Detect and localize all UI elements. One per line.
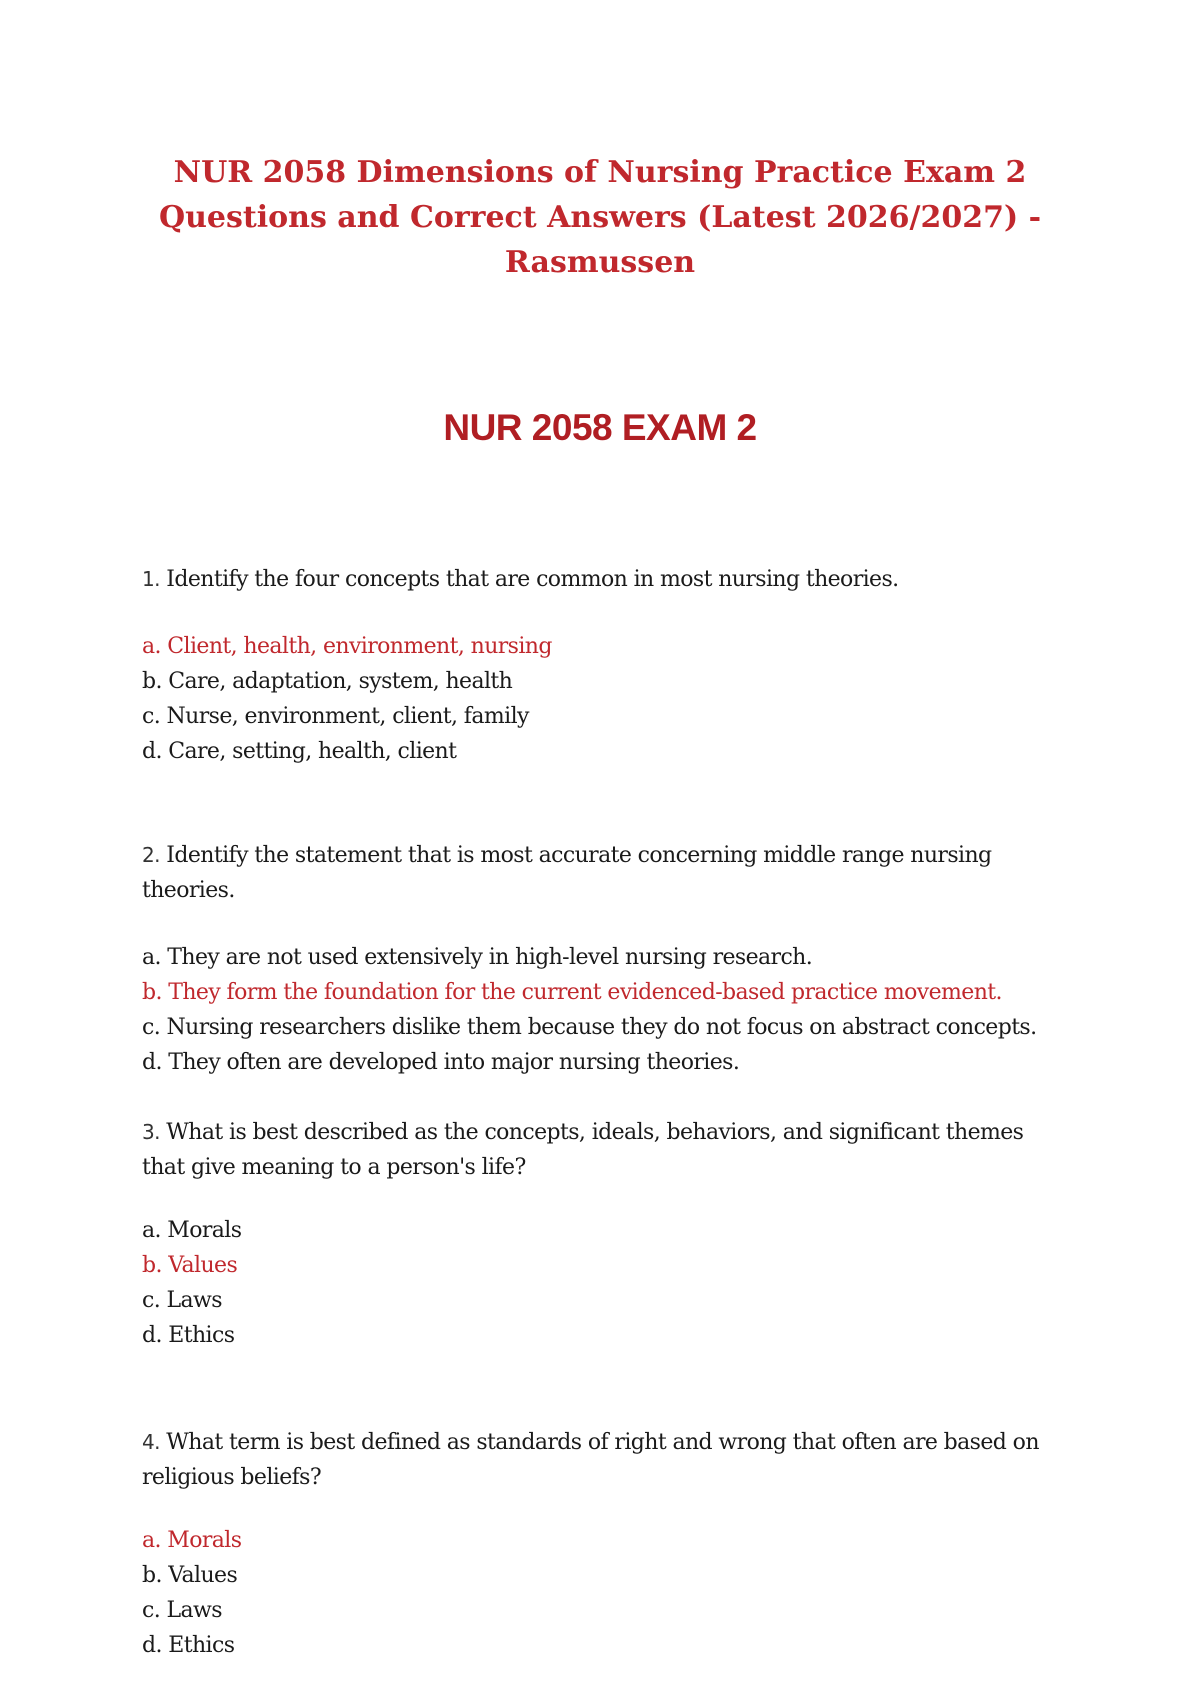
answer-option-b: b. Care, adaptation, system, health [142,669,513,694]
question-text: What is best described as the concepts, ideals, behaviors, and significant themes that give meaning to a person's life? [142,1120,1024,1180]
answer-options [142,629,1072,769]
answer-option-d: d. Care, setting, health, client [142,739,457,764]
answer-option-d: d. Ethics [142,1633,235,1658]
answer-option-a: a. Client, health, environment, nursing [142,634,552,659]
question-number: 1. [142,567,160,591]
answer-option-d: d. Ethics [142,1323,235,1348]
question-number: 2. [142,843,160,867]
answer-option-b: b. Values [142,1253,238,1278]
answer-option-a: a. Morals [142,1218,242,1243]
answer-option-c: c. Nursing researchers dislike them because they do not focus on abstract concepts. [142,1015,1037,1040]
answer-option-d: d. They often are developed into major nursing theories. [142,1050,740,1075]
document-title: NUR 2058 Dimensions of Nursing Practice Exam 2 Questions and Correct Answers (Latest 2026/2027) - Rasmussen [158,155,1042,280]
answer-options [142,940,1072,1080]
answer-option-a: a. Morals [142,1528,242,1553]
answer-option-c: c. Nurse, environment, client, family [142,704,529,729]
question-2 [142,838,1072,1080]
question-text: What term is best defined as standards of right and wrong that often are based on religious beliefs? [142,1430,1039,1490]
question-1 [142,562,1072,769]
answer-option-b: b. Values [142,1563,238,1588]
question-4 [142,1425,1072,1663]
answer-options [142,1523,1072,1663]
answer-options [142,1213,1072,1353]
question-number: 3. [142,1120,160,1144]
answer-option-c: c. Laws [142,1288,222,1313]
question-text: Identify the statement that is most accurate concerning middle range nursing theories. [142,843,992,903]
answer-option-b: b. They form the foundation for the current evidenced-based practice movement. [142,980,1002,1005]
question-3 [142,1115,1072,1353]
question-number: 4. [142,1430,160,1454]
exam-heading: NUR 2058 EXAM 2 [443,407,757,448]
question-text: Identify the four concepts that are common in most nursing theories. [166,567,899,592]
answer-option-a: a. They are not used extensively in high-level nursing research. [142,945,813,970]
answer-option-c: c. Laws [142,1598,222,1623]
